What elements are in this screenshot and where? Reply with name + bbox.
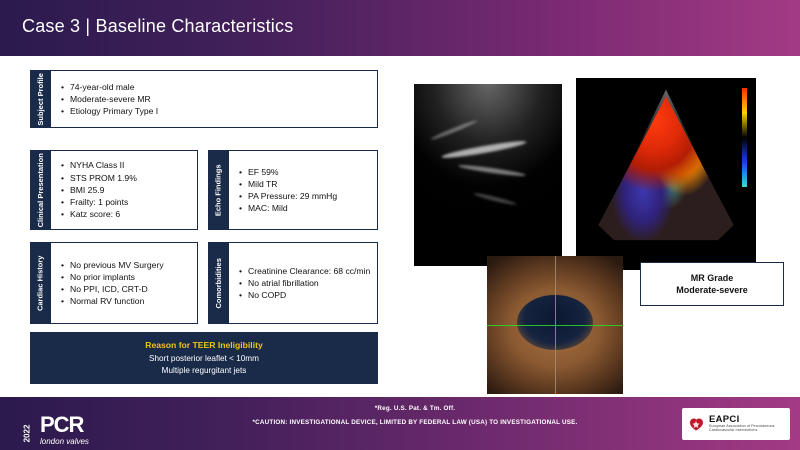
echo-2d-bw-image bbox=[414, 84, 562, 266]
footer-brand-block bbox=[14, 402, 89, 446]
info-box-clinical-presentation bbox=[30, 150, 198, 230]
list-item: • No COPD bbox=[239, 289, 373, 301]
box-label-text: Echo Findings bbox=[213, 164, 223, 216]
list-item: • No PPI, ICD, CRT-D bbox=[61, 283, 193, 295]
footer-disclaimer-line2: *CAUTION: INVESTIGATIONAL DEVICE, LIMITED BY FEDERAL LAW (USA) TO INVESTIGATIONAL USE. bbox=[252, 419, 578, 426]
list-item: • Etiology Primary Type I bbox=[61, 105, 373, 117]
box-body-comorbidities bbox=[229, 243, 377, 323]
box-body-subject-profile bbox=[51, 71, 377, 127]
list-item: • Normal RV function bbox=[61, 295, 193, 307]
box-label-text: Comorbidities bbox=[213, 257, 223, 309]
box-body-echo-findings bbox=[229, 151, 377, 229]
list-item: • Frailty: 1 points bbox=[61, 196, 193, 208]
slide-footer bbox=[0, 397, 800, 450]
box-body-clinical-presentation bbox=[51, 151, 197, 229]
reason-title: Reason for TEER Ineligibility bbox=[145, 340, 263, 351]
box-label-subject-profile bbox=[31, 71, 51, 127]
eapci-name: EAPCI bbox=[709, 414, 740, 426]
list-item: • MAC: Mild bbox=[239, 202, 373, 214]
list-item: • No previous MV Surgery bbox=[61, 259, 193, 271]
doppler-sector-outline bbox=[594, 93, 738, 243]
list-item: • Katz score: 6 bbox=[61, 208, 193, 220]
list-item: • No atrial fibrillation bbox=[239, 277, 373, 289]
list-item: • 74-year-old male bbox=[61, 81, 373, 93]
reason-line: Multiple regurgitant jets bbox=[161, 365, 247, 375]
pcr-logo: PCR bbox=[40, 412, 84, 437]
box-label-text: Clinical Presentation bbox=[35, 152, 45, 228]
reason-line: Short posterior leaflet < 10mm bbox=[149, 354, 259, 364]
footer-disclaimer bbox=[200, 405, 630, 426]
pcr-logo-subtitle: london valves bbox=[40, 437, 89, 446]
eapci-text-block bbox=[709, 415, 790, 433]
footer-year: 2022 bbox=[22, 424, 32, 443]
box-body-cardiac-history bbox=[51, 243, 197, 323]
echo-color-doppler-image bbox=[576, 78, 756, 270]
mr-grade-label: MR Grade bbox=[690, 272, 734, 283]
echo-3d-mitral-valve-image bbox=[487, 256, 623, 394]
list-item: • Creatinine Clearance: 68 cc/min bbox=[239, 265, 373, 277]
list-item: • Mild TR bbox=[239, 178, 373, 190]
info-box-subject-profile bbox=[30, 70, 378, 128]
list-item: • BMI 25.9 bbox=[61, 184, 193, 196]
slide-header bbox=[0, 0, 800, 56]
heart-icon bbox=[688, 416, 704, 432]
footer-disclaimer-line1: *Reg. U.S. Pat. & Tm. Off. bbox=[374, 405, 456, 412]
box-label-echo-findings bbox=[209, 151, 229, 229]
list-item: • STS PROM 1.9% bbox=[61, 172, 193, 184]
box-label-text: Subject Profile bbox=[35, 72, 45, 126]
list-item: • Moderate-severe MR bbox=[61, 93, 373, 105]
box-label-comorbidities bbox=[209, 243, 229, 323]
info-box-comorbidities bbox=[208, 242, 378, 324]
eapci-badge bbox=[682, 408, 790, 440]
info-box-cardiac-history bbox=[30, 242, 198, 324]
box-label-cardiac-history bbox=[31, 243, 51, 323]
page-title: Case 3 | Baseline Characteristics bbox=[22, 16, 294, 36]
echo-sector-shape bbox=[414, 84, 562, 266]
reason-for-teer-ineligibility-box bbox=[30, 332, 378, 384]
mr-grade-value: Moderate-severe bbox=[676, 285, 748, 295]
list-item: • No prior implants bbox=[61, 271, 193, 283]
crosshair-vertical bbox=[555, 256, 556, 394]
box-label-text: Cardiac History bbox=[35, 255, 45, 311]
info-box-echo-findings bbox=[208, 150, 378, 230]
list-item: • NYHA Class II bbox=[61, 159, 193, 171]
mr-grade-callout bbox=[640, 262, 784, 306]
eapci-tagline: European Association of Percutaneous Cardiovascular Interventions bbox=[709, 424, 775, 432]
doppler-color-bar bbox=[742, 88, 747, 188]
box-label-clinical-presentation bbox=[31, 151, 51, 229]
list-item: • PA Pressure: 29 mmHg bbox=[239, 190, 373, 202]
list-item: • EF 59% bbox=[239, 166, 373, 178]
